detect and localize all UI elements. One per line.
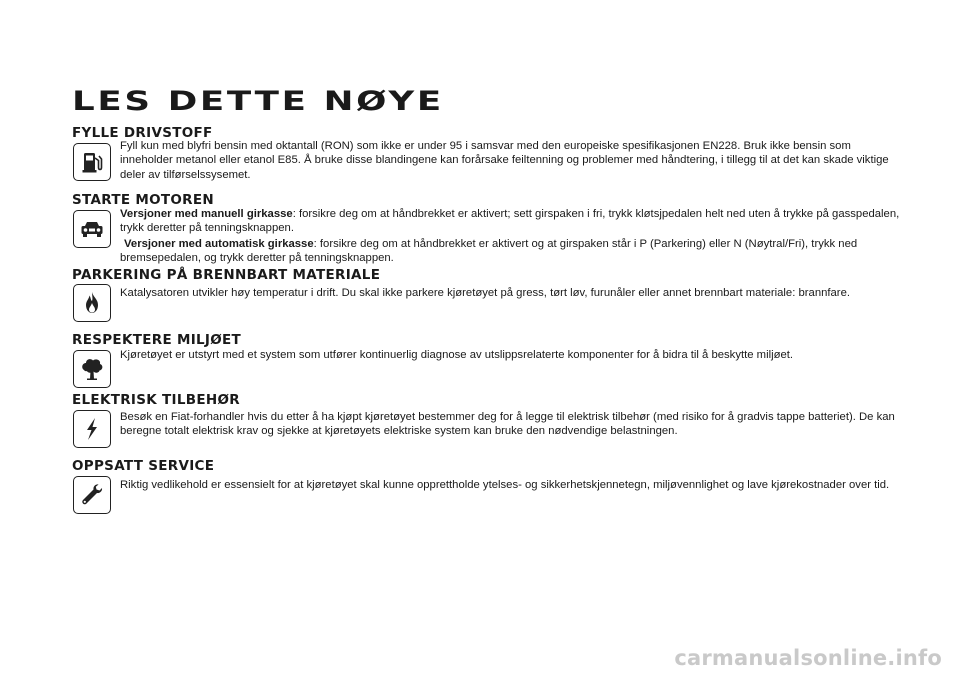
section-electrical-text: Besøk en Fiat-forhandler hvis du etter å ha kjøpt kjøretøyet bestemmer deg for å legge til elektrisk tilbehør (med risiko for å gradvis tappe batteriet). De kan beregne totalt elektrisk krav og sjekke at kjøretøyets elektriske system kan bruke den nødvendige belastningen.: [120, 411, 895, 438]
section-electrical: [72, 392, 895, 438]
section-environment: [72, 332, 892, 361]
wrench-icon: [73, 476, 111, 514]
automatic-gearbox-label: Versjoner med automatisk girkasse: [124, 238, 314, 250]
section-service: [72, 458, 892, 491]
section-heading-parking: PARKERING PÅ BRENNBART MATERIALE: [72, 267, 381, 283]
manual-gearbox-label: Versjoner med manuell girkasse: [120, 208, 293, 220]
section-service-text: Riktig vedlikehold er essensielt for at kjøretøyet skal kunne opprettholde ytelses- og sikkerhetskjennetegn, miljøvennlighet og lave kjørekostnader over tid.: [120, 479, 890, 491]
section-heading-engine-start: STARTE MOTOREN: [72, 192, 214, 208]
section-parking: [72, 267, 892, 299]
watermark: carmanualsonline.info: [674, 646, 942, 670]
section-heading-electrical: ELEKTRISK TILBEHØR: [72, 392, 240, 408]
flame-icon: [73, 284, 111, 322]
section-heading-environment: RESPEKTERE MILJØET: [72, 332, 242, 348]
section-heading-service: OPPSATT SERVICE: [72, 458, 215, 474]
lightning-bolt-icon: [73, 410, 111, 448]
section-heading-fuel: FYLLE DRIVSTOFF: [72, 125, 213, 141]
car-front-icon: [73, 210, 111, 248]
section-engine-start: [72, 192, 900, 265]
section-fuel: [72, 125, 892, 181]
section-engine-start-text-manual: Versjoner med manuell girkasse: forsikre deg om at håndbrekket er aktivert; sett girspaken i fri, trykk kløtsjpedalen helt ned uten å trykke på gasspedalen, trykk deretter på tenningsknappen.: [120, 208, 900, 235]
page-title: LES DETTE NØYE: [72, 86, 444, 117]
tree-icon: [73, 350, 111, 388]
section-environment-text: Kjøretøyet er utstyrt med et system som utfører kontinuerlig diagnose av utslippsrelaterte komponenter for å bidra til å beskytte miljøet.: [120, 349, 794, 361]
section-parking-text: Katalysatoren utvikler høy temperatur i drift. Du skal ikke parkere kjøretøyet på gress, tørt løv, furunåler eller annet brennbart materiale: brannfare.: [120, 287, 850, 299]
fuel-pump-icon: [73, 143, 111, 181]
section-fuel-text-1: Fyll kun med blyfri bensin med oktantall (RON) som ikke er under 95 i samsvar med den europeiske spesifikasjonen EN228. Bruk ikke bensin som inneholder metanol eller etanol E85. Å bruke disse blandingene kan forårsake feiltenning og problemer med håndtering, i tillegg til at det kan skade viktige deler av tilførselssysemet.: [120, 140, 889, 181]
section-engine-start-text-automatic: Versjoner med automatisk girkasse: forsikre deg om at håndbrekket er aktivert og at girspaken står i P (Parkering) eller N (Nøytral/Fri), trykk ned bremsepedalen, og trykk deretter på tenningsknappen.: [120, 238, 858, 265]
